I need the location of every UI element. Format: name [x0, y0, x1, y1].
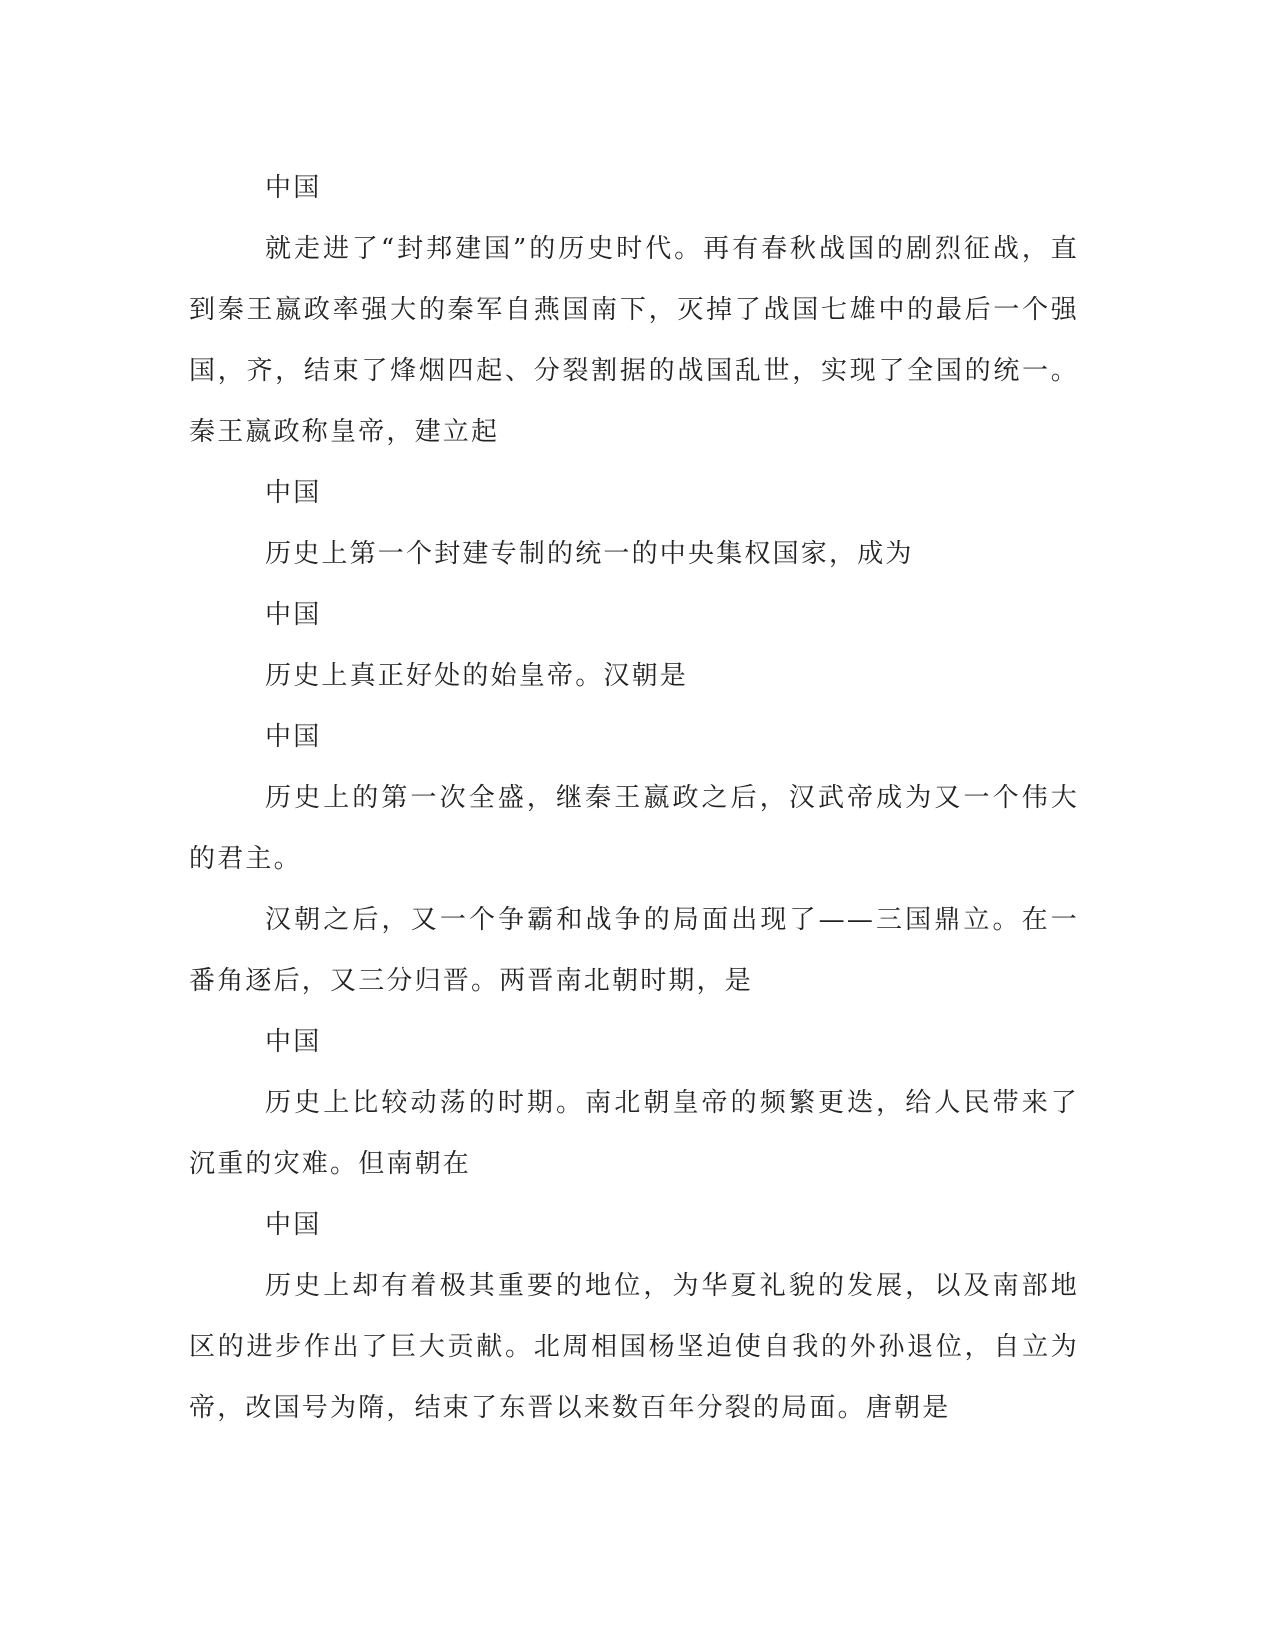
paragraph: 历史上的第一次全盛，继秦王嬴政之后，汉武帝成为又一个伟大的君主。	[189, 783, 1079, 874]
paragraph: 中国	[265, 1210, 322, 1240]
paragraph: 汉朝之后，又一个争霸和战争的局面出现了——三国鼎立。在一番角逐后，又三分归晋。两晋南北朝时期，是	[189, 905, 1079, 996]
paragraph: 历史上第一个封建专制的统一的中央集权国家，成为	[265, 539, 914, 569]
paragraph: 中国	[265, 173, 322, 203]
paragraph: 中国	[265, 600, 322, 630]
paragraph: 中国	[265, 722, 322, 752]
paragraph: 历史上比较动荡的时期。南北朝皇帝的频繁更迭，给人民带来了沉重的灾难。但南朝在	[189, 1088, 1079, 1179]
paragraph: 历史上却有着极其重要的地位，为华夏礼貌的发展，以及南部地区的进步作出了巨大贡献。北周相国杨坚迫使自我的外孙退位，自立为帝，改国号为隋，结束了东晋以来数百年分裂的局面。唐朝是	[189, 1271, 1079, 1423]
paragraph: 中国	[265, 1027, 322, 1057]
paragraph: 就走进了“封邦建国”的历史时代。再有春秋战国的剧烈征战，直到秦王嬴政率强大的秦军自燕国南下，灭掉了战国七雄中的最后一个强国，齐，结束了烽烟四起、分裂割据的战国乱世，实现了全国的统一。秦王嬴政称皇帝，建立起	[189, 234, 1079, 447]
document-body	[189, 158, 1079, 1439]
paragraph: 历史上真正好处的始皇帝。汉朝是	[265, 661, 689, 691]
paragraph: 中国	[265, 478, 322, 508]
